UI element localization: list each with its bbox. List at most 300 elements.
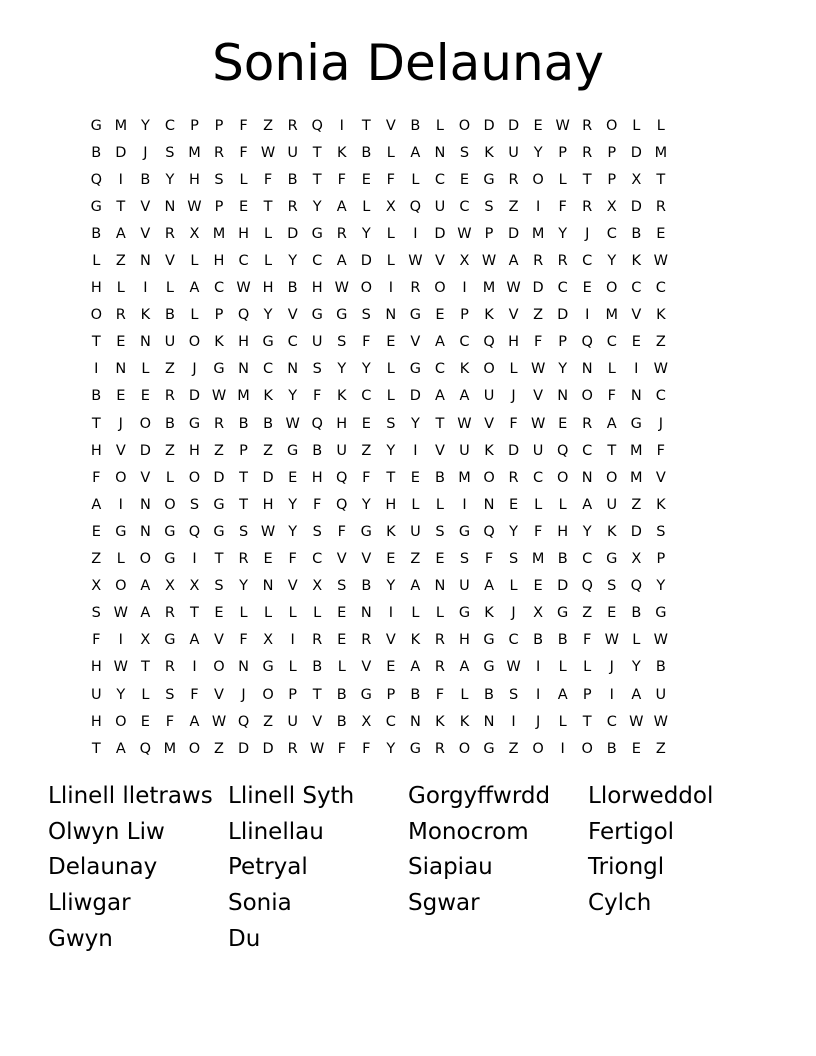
grid-letter: S	[484, 198, 494, 215]
grid-letter: L	[607, 361, 616, 378]
grid-letter: W	[653, 713, 669, 730]
grid-letter: O	[483, 469, 495, 486]
grid-letter: U	[532, 442, 544, 459]
grid-letter: L	[386, 388, 395, 405]
grid-row	[84, 627, 673, 654]
grid-letter: P	[288, 686, 298, 703]
grid-letter: T	[312, 144, 322, 161]
word-list-item: Olwyn Liw	[48, 818, 165, 845]
grid-letter: X	[140, 632, 151, 649]
grid-letter: F	[337, 171, 346, 188]
grid-letter: Q	[237, 307, 250, 324]
word-list-row	[48, 849, 788, 885]
grid-letter: I	[388, 605, 393, 622]
grid-letter: T	[582, 171, 592, 188]
grid-letter: R	[582, 415, 593, 432]
grid-letter: P	[386, 686, 396, 703]
grid-letter: B	[287, 171, 298, 188]
grid-letter: I	[462, 280, 467, 297]
grid-letter: I	[560, 740, 565, 757]
grid-letter: X	[459, 253, 470, 270]
grid-letter: T	[140, 659, 150, 676]
grid-letter: Y	[656, 578, 666, 595]
grid-letter: E	[459, 171, 470, 188]
grid-letter: D	[507, 225, 520, 242]
grid-letter: E	[386, 551, 396, 568]
grid-letter: W	[653, 632, 669, 649]
grid-letter: Q	[237, 713, 250, 730]
grid-letter: L	[165, 280, 174, 297]
grid-letter: W	[457, 415, 472, 432]
grid-letter: T	[607, 442, 617, 459]
grid-letter: Q	[630, 578, 643, 595]
grid-letter: B	[287, 280, 298, 297]
grid-letter: G	[262, 334, 274, 351]
grid-letter: T	[312, 171, 322, 188]
grid-letter: O	[188, 334, 201, 351]
grid-letter: B	[164, 415, 175, 432]
grid-letter: Y	[558, 225, 568, 242]
grid-letter: M	[630, 442, 643, 459]
grid-letter: C	[213, 280, 225, 297]
grid-letter: B	[410, 686, 421, 703]
grid-letter: D	[139, 442, 151, 459]
grid-letter: F	[484, 551, 494, 568]
grid-letter: F	[362, 469, 371, 486]
grid-letter: C	[533, 469, 544, 486]
grid-letter: L	[362, 198, 371, 215]
grid-letter: R	[115, 307, 126, 324]
grid-letter: B	[361, 144, 372, 161]
grid-letter: L	[116, 280, 125, 297]
grid-letter: F	[263, 171, 273, 188]
grid-letter: I	[94, 361, 99, 378]
grid-letter: D	[630, 198, 642, 215]
grid-letter: N	[630, 388, 642, 405]
grid-letter: X	[631, 171, 642, 188]
grid-letter: V	[655, 469, 666, 486]
grid-letter: W	[211, 388, 227, 405]
grid-letter: N	[139, 523, 151, 540]
grid-letter: W	[187, 198, 202, 215]
grid-row	[84, 139, 673, 166]
grid-letter: S	[361, 307, 371, 324]
grid-letter: O	[606, 469, 618, 486]
grid-letter: L	[141, 361, 150, 378]
grid-letter: E	[140, 388, 150, 405]
grid-letter: C	[606, 225, 617, 242]
grid-letter: P	[484, 225, 494, 242]
grid-letter: Q	[336, 469, 348, 486]
grid-letter: U	[483, 388, 495, 405]
grid-letter: F	[558, 198, 567, 215]
grid-letter: C	[606, 713, 617, 730]
grid-letter: W	[653, 361, 669, 378]
grid-letter: E	[361, 171, 371, 188]
grid-letter: H	[90, 280, 102, 297]
grid-letter: Q	[483, 334, 495, 351]
grid-letter: G	[213, 496, 225, 513]
grid-letter: V	[631, 307, 642, 324]
grid-letter: O	[188, 740, 201, 757]
grid-letter: Y	[337, 361, 347, 378]
grid-letter: V	[287, 578, 298, 595]
grid-letter: I	[413, 225, 418, 242]
grid-letter: K	[336, 144, 347, 161]
grid-letter: Q	[188, 523, 201, 540]
grid-letter: S	[238, 523, 249, 540]
grid-letter: E	[656, 225, 666, 242]
grid-letter: E	[582, 280, 592, 297]
grid-letter: N	[360, 605, 372, 622]
grid-letter: E	[558, 415, 568, 432]
grid-letter: O	[115, 713, 127, 730]
grid-letter: I	[511, 713, 516, 730]
grid-letter: C	[164, 117, 175, 134]
grid-letter: O	[90, 307, 102, 324]
grid-letter: Y	[386, 740, 396, 757]
grid-letter: T	[116, 198, 126, 215]
grid-letter: P	[190, 117, 199, 134]
grid-letter: Z	[655, 740, 666, 757]
grid-letter: C	[606, 334, 617, 351]
grid-letter: R	[336, 225, 347, 242]
grid-letter: C	[582, 551, 593, 568]
grid-letter: U	[434, 198, 446, 215]
grid-letter: I	[535, 659, 541, 676]
grid-letter: E	[631, 334, 641, 351]
grid-letter: W	[260, 144, 276, 161]
grid-letter: X	[263, 632, 274, 649]
grid-letter: C	[557, 280, 568, 297]
grid-letter: E	[214, 605, 224, 622]
grid-letter: R	[434, 632, 445, 649]
grid-letter: G	[188, 415, 201, 432]
grid-letter: L	[558, 713, 567, 730]
grid-letter: P	[656, 551, 666, 568]
grid-letter: U	[336, 442, 348, 459]
grid-letter: A	[140, 578, 151, 595]
grid-letter: N	[385, 307, 397, 324]
grid-letter: Q	[581, 334, 593, 351]
grid-letter: I	[535, 198, 541, 215]
grid-letter: X	[385, 198, 396, 215]
word-list-item: Monocrom	[408, 818, 529, 845]
grid-letter: D	[630, 523, 642, 540]
grid-letter: I	[585, 307, 590, 324]
grid-letter: L	[264, 605, 273, 622]
grid-letter: W	[506, 659, 521, 676]
grid-letter: I	[535, 686, 541, 703]
grid-letter: H	[90, 442, 102, 459]
grid-letter: G	[483, 659, 495, 676]
grid-letter: O	[606, 280, 618, 297]
grid-letter: B	[263, 415, 274, 432]
grid-letter: J	[585, 225, 590, 242]
grid-letter: C	[287, 334, 298, 351]
grid-letter: T	[312, 686, 322, 703]
grid-letter: H	[238, 334, 249, 351]
grid-letter: G	[483, 740, 495, 757]
grid-letter: W	[653, 253, 669, 270]
grid-letter: M	[237, 388, 250, 405]
grid-letter: L	[558, 496, 567, 513]
grid-letter: G	[164, 632, 176, 649]
grid-row	[84, 193, 673, 220]
grid-letter: C	[459, 334, 470, 351]
grid-row	[84, 735, 673, 762]
grid-letter: O	[115, 469, 127, 486]
grid-letter: K	[459, 361, 470, 378]
grid-letter: S	[508, 551, 519, 568]
grid-letter: P	[582, 686, 592, 703]
grid-letter: Y	[558, 361, 568, 378]
grid-letter: M	[482, 280, 496, 297]
grid-letter: R	[508, 171, 519, 188]
grid-letter: R	[434, 740, 445, 757]
word-list-item: Sonia	[228, 889, 292, 916]
grid-letter: N	[581, 469, 593, 486]
grid-letter: V	[385, 117, 396, 134]
grid-letter: C	[631, 280, 642, 297]
grid-letter: L	[509, 361, 518, 378]
grid-letter: Q	[90, 171, 102, 188]
grid-letter: U	[287, 144, 298, 161]
grid-letter: V	[214, 686, 224, 703]
grid-letter: A	[336, 253, 347, 270]
grid-letter: X	[189, 225, 200, 242]
grid-letter: X	[91, 578, 102, 595]
grid-row	[84, 356, 673, 383]
grid-letter: U	[164, 334, 176, 351]
grid-letter: S	[435, 523, 445, 540]
grid-letter: A	[115, 740, 126, 757]
grid-letter: L	[116, 551, 125, 568]
grid-letter: S	[607, 578, 617, 595]
word-list-row	[48, 814, 788, 850]
grid-letter: T	[656, 171, 666, 188]
grid-letter: F	[92, 469, 101, 486]
grid-letter: R	[287, 117, 298, 134]
grid-letter: K	[336, 388, 347, 405]
grid-letter: L	[558, 171, 567, 188]
grid-letter: H	[189, 171, 200, 188]
grid-letter: D	[188, 388, 201, 405]
grid-letter: R	[361, 632, 372, 649]
grid-letter: B	[91, 225, 102, 242]
grid-letter: T	[91, 334, 101, 351]
grid-letter: B	[631, 605, 642, 622]
grid-row	[84, 600, 673, 627]
grid-letter: L	[92, 253, 101, 270]
grid-letter: S	[189, 496, 200, 513]
grid-letter: Z	[410, 551, 421, 568]
grid-letter: F	[533, 334, 543, 351]
grid-letter: A	[631, 686, 642, 703]
grid-letter: L	[386, 361, 395, 378]
grid-letter: V	[312, 713, 323, 730]
grid-letter: J	[143, 144, 148, 161]
grid-letter: V	[140, 225, 151, 242]
grid-letter: W	[481, 253, 497, 270]
grid-letter: Y	[312, 198, 322, 215]
grid-letter: F	[239, 117, 248, 134]
grid-letter: R	[434, 659, 445, 676]
word-list-item: Gorgyffwrdd	[408, 782, 551, 809]
grid-letter: K	[484, 442, 494, 459]
grid-letter: F	[313, 496, 322, 513]
grid-letter: W	[530, 361, 546, 378]
grid-letter: A	[508, 253, 519, 270]
grid-letter: F	[386, 171, 395, 188]
grid-row	[84, 491, 673, 518]
grid-letter: O	[115, 578, 127, 595]
grid-letter: G	[557, 605, 569, 622]
grid-letter: W	[236, 280, 251, 297]
grid-letter: F	[362, 740, 371, 757]
grid-letter: Y	[361, 361, 371, 378]
grid-letter: Y	[386, 442, 396, 459]
grid-letter: W	[555, 117, 570, 134]
grid-letter: E	[410, 469, 420, 486]
grid-letter: S	[214, 171, 224, 188]
grid-letter: H	[213, 253, 225, 270]
grid-letter: Z	[263, 713, 274, 730]
grid-letter: H	[262, 496, 274, 513]
grid-letter: G	[360, 686, 372, 703]
grid-letter: K	[484, 307, 494, 324]
grid-letter: O	[532, 171, 544, 188]
grid-letter: D	[287, 225, 299, 242]
grid-letter: B	[91, 144, 102, 161]
grid-letter: A	[557, 686, 568, 703]
grid-letter: F	[165, 713, 175, 730]
grid-letter: R	[164, 225, 175, 242]
grid-letter: U	[311, 334, 323, 351]
grid-letter: M	[458, 469, 471, 486]
grid-letter: M	[188, 144, 201, 161]
grid-letter: Q	[336, 496, 348, 513]
grid-letter: J	[511, 388, 516, 405]
grid-letter: E	[631, 740, 641, 757]
grid-letter: L	[632, 117, 641, 134]
word-list-item: Du	[228, 925, 261, 952]
grid-letter: D	[507, 117, 520, 134]
grid-letter: P	[460, 307, 469, 324]
grid-letter: N	[262, 578, 274, 595]
grid-letter: N	[409, 713, 421, 730]
grid-letter: R	[164, 659, 175, 676]
grid-letter: R	[238, 551, 249, 568]
grid-row	[84, 383, 673, 410]
grid-letter: E	[361, 415, 371, 432]
grid-letter: R	[287, 740, 298, 757]
grid-letter: F	[656, 442, 666, 459]
page-title: Sonia Delaunay	[212, 34, 604, 92]
grid-letter: D	[557, 307, 569, 324]
grid-letter: V	[508, 307, 519, 324]
grid-letter: S	[459, 144, 470, 161]
grid-letter: L	[165, 469, 174, 486]
grid-letter: O	[188, 469, 201, 486]
grid-letter: L	[386, 225, 395, 242]
grid-letter: Y	[386, 578, 396, 595]
grid-letter: T	[361, 117, 371, 134]
grid-letter: B	[91, 388, 102, 405]
grid-letter: C	[582, 253, 593, 270]
grid-letter: R	[582, 117, 593, 134]
grid-letter: A	[459, 659, 470, 676]
grid-letter: B	[164, 307, 175, 324]
grid-letter: E	[288, 469, 298, 486]
grid-letter: O	[139, 415, 152, 432]
word-list-item: Petryal	[228, 854, 308, 881]
grid-letter: L	[386, 144, 395, 161]
grid-letter: A	[459, 388, 470, 405]
grid-letter: K	[656, 496, 666, 513]
grid-letter: T	[239, 469, 248, 486]
grid-letter: R	[655, 198, 666, 215]
grid-letter: Q	[581, 578, 593, 595]
grid-letter: L	[411, 496, 420, 513]
grid-letter: N	[164, 198, 176, 215]
grid-letter: E	[337, 632, 347, 649]
grid-letter: A	[410, 578, 421, 595]
grid-row	[84, 708, 673, 735]
grid-row	[84, 112, 673, 139]
grid-letter: V	[361, 551, 372, 568]
grid-letter: Z	[263, 117, 274, 134]
grid-letter: R	[508, 469, 519, 486]
word-list-row	[48, 885, 788, 921]
grid-letter: S	[165, 144, 175, 161]
grid-letter: R	[164, 605, 175, 622]
grid-letter: L	[558, 659, 567, 676]
grid-letter: P	[214, 307, 224, 324]
grid-letter: G	[483, 632, 495, 649]
grid-letter: C	[434, 361, 445, 378]
grid-letter: P	[607, 144, 617, 161]
grid-letter: G	[213, 523, 225, 540]
grid-letter: F	[509, 415, 518, 432]
grid-letter: O	[458, 117, 471, 134]
grid-letter: Z	[263, 442, 274, 459]
grid-letter: R	[582, 198, 593, 215]
grid-letter: L	[239, 605, 248, 622]
grid-letter: X	[631, 551, 642, 568]
grid-letter: D	[507, 442, 520, 459]
grid-letter: F	[583, 632, 592, 649]
grid-letter: M	[531, 225, 545, 242]
grid-letter: H	[238, 225, 249, 242]
grid-letter: H	[336, 415, 348, 432]
grid-letter: V	[434, 442, 445, 459]
grid-letter: I	[413, 442, 418, 459]
grid-letter: H	[459, 632, 470, 649]
grid-letter: Z	[164, 442, 175, 459]
word-list-item: Cylch	[588, 889, 652, 916]
grid-letter: Y	[533, 144, 543, 161]
grid-letter: C	[508, 632, 519, 649]
grid-row	[84, 302, 673, 329]
grid-letter: I	[609, 686, 614, 703]
grid-letter: V	[410, 334, 421, 351]
grid-letter: J	[192, 361, 197, 378]
grid-letter: G	[90, 198, 102, 215]
grid-letter: W	[604, 632, 619, 649]
grid-row	[84, 654, 673, 681]
grid-letter: I	[290, 632, 295, 649]
